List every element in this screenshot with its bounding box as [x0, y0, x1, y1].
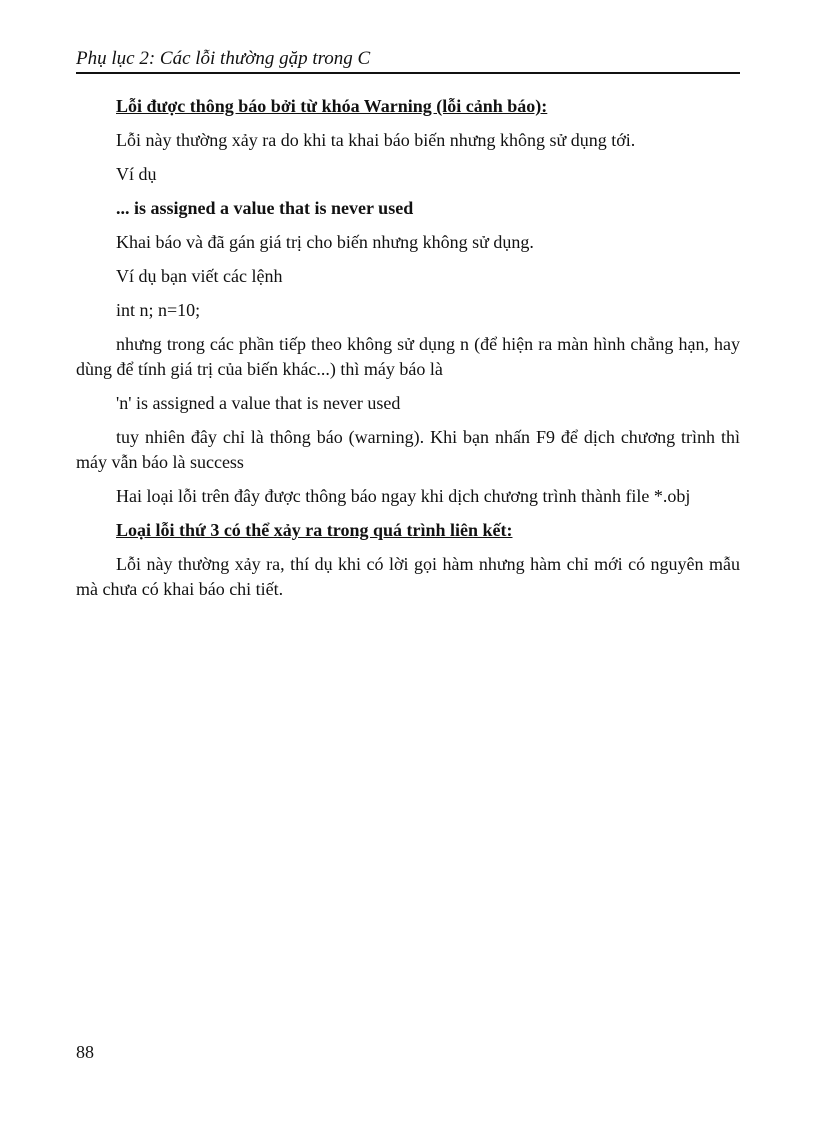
- paragraph-warning-cause: Lỗi này thường xảy ra do khi ta khai báo biến nhưng không sử dụng tới.: [116, 130, 636, 150]
- paragraph-example-label: Ví dụ: [116, 164, 157, 184]
- code-line: int n; n=10;: [116, 300, 201, 320]
- paragraph-example-statements: Ví dụ bạn viết các lệnh: [116, 266, 283, 286]
- paragraph-unused-variable: nhưng trong các phần tiếp theo không sử dụng n (để hiện ra màn hình chẳng hạn, hay dùng để tính giá trị của biến khác...) thì máy báo là: [76, 334, 740, 379]
- paragraph-compile-success: tuy nhiên đây chỉ là thông báo (warning). Khi bạn nhấn F9 để dịch chương trình thì máy vẫn báo là success: [76, 427, 740, 472]
- page-body: [76, 94, 740, 611]
- paragraph-obj-file: Hai loại lỗi trên đây được thông báo ngay khi dịch chương trình thành file *.obj: [116, 486, 691, 506]
- section-heading-link-errors: Loại lỗi thứ 3 có thể xảy ra trong quá trình liên kết:: [116, 520, 513, 540]
- paragraph-warning-explanation: Khai báo và đã gán giá trị cho biến nhưng không sử dụng.: [116, 232, 534, 252]
- page-number: 88: [76, 1042, 94, 1062]
- paragraph-link-errors: Lỗi này thường xảy ra, thí dụ khi có lời gọi hàm nhưng hàm chỉ mới có nguyên mẫu mà chưa có khai báo chi tiết.: [76, 554, 740, 599]
- warning-message-example: 'n' is assigned a value that is never used: [116, 393, 401, 413]
- section-heading-warning: Lỗi được thông báo bởi từ khóa Warning (lỗi cảnh báo):: [116, 96, 548, 116]
- running-header: Phụ lục 2: Các lỗi thường gặp trong C: [76, 46, 740, 74]
- warning-message-bold: ... is assigned a value that is never used: [116, 198, 414, 218]
